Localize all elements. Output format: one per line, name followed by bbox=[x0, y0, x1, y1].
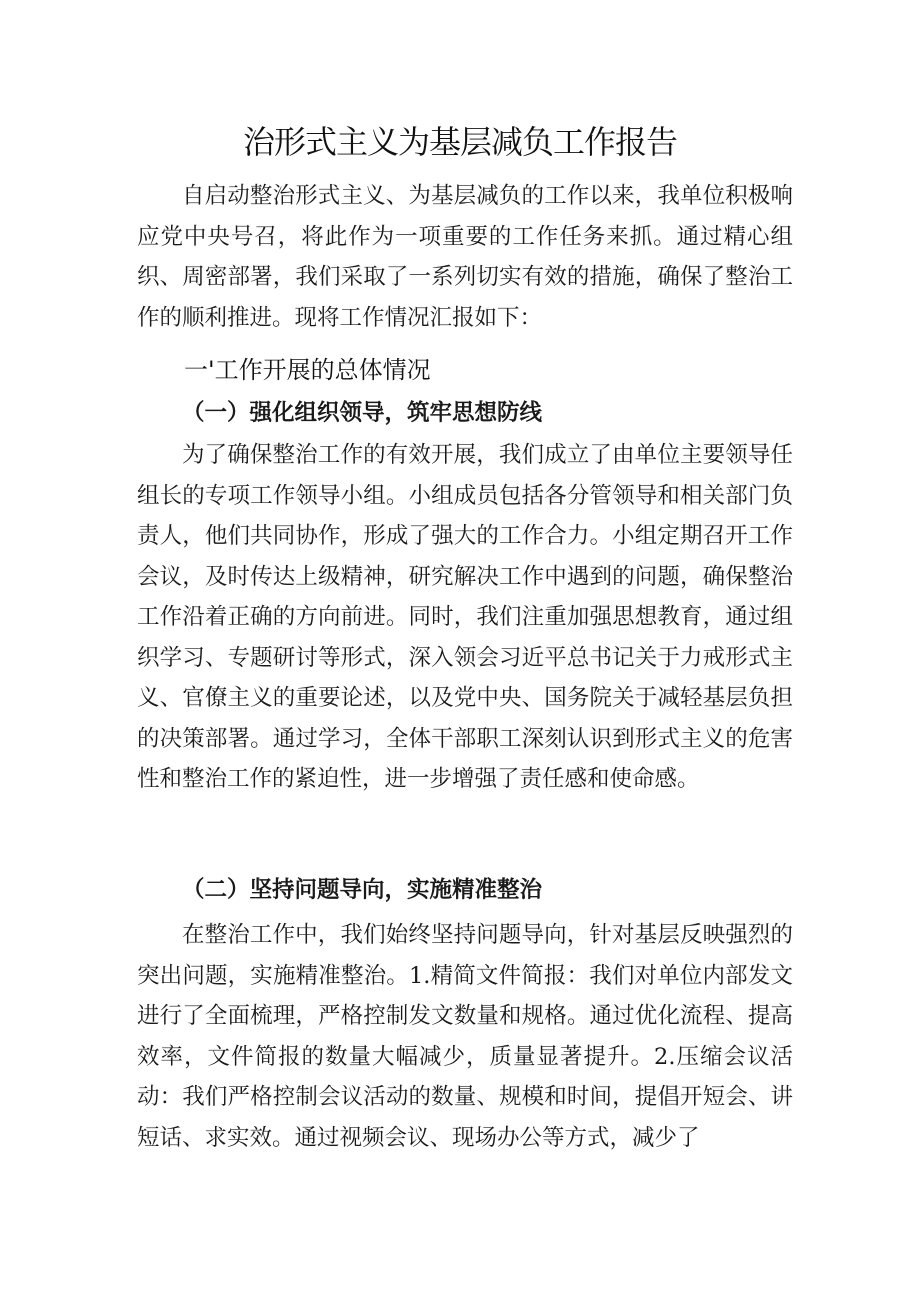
subsection-1-heading: （一）强化组织领导，筑牢思想防线 bbox=[182, 400, 543, 426]
subsection-2-paragraph: 在整治工作中，我们始终坚持问题导向，针对基层反映强烈的突出问题，实施精准整治。1.精简文件简报：我们对单位内部发文进行了全面梳理，严格控制发文数量和规格。通过优化流程、提高效率，文件简报的数量大幅减少，质量显著提升。2.压缩会议活动：我们严格控制会议活动的数量、规模和时间，提倡开短会、讲短话、求实效。通过视频会议、现场办公等方式，减少了 bbox=[137, 922, 793, 1151]
section-1-heading: 一'工作开展的总体情况 bbox=[184, 356, 431, 384]
document-title: 治形式主义为基层减负工作报告 bbox=[242, 123, 677, 161]
intro-paragraph: 自启动整治形式主义、为基层减负的工作以来，我单位积极响应党中央号召，将此作为一项重要的工作任务来抓。通过精心组织、周密部署，我们采取了一系列切实有效的措施，确保了整治工作的顺利推进。现将工作情况汇报如下： bbox=[137, 183, 793, 331]
subsection-1-paragraph: 为了确保整治工作的有效开展，我们成立了由单位主要领导任组长的专项工作领导小组。小组成员包括各分管领导和相关部门负责人，他们共同协作，形成了强大的工作合力。小组定期召开工作会议，及时传达上级精神，研究解决工作中遇到的问题，确保整治工作沿着正确的方向前进。同时，我们注重加强思想教育，通过组织学习、专题研讨等形式，深入领会习近平总书记关于力戒形式主义、官僚主义的重要论述，以及党中央、国务院关于减轻基层负担的决策部署。通过学习，全体干部职工深刻认识到形式主义的危害性和整治工作的紧迫性，进一步增强了责任感和使命感。 bbox=[137, 442, 793, 792]
subsection-2-heading: （二）坚持问题导向，实施精准整治 bbox=[182, 877, 543, 903]
